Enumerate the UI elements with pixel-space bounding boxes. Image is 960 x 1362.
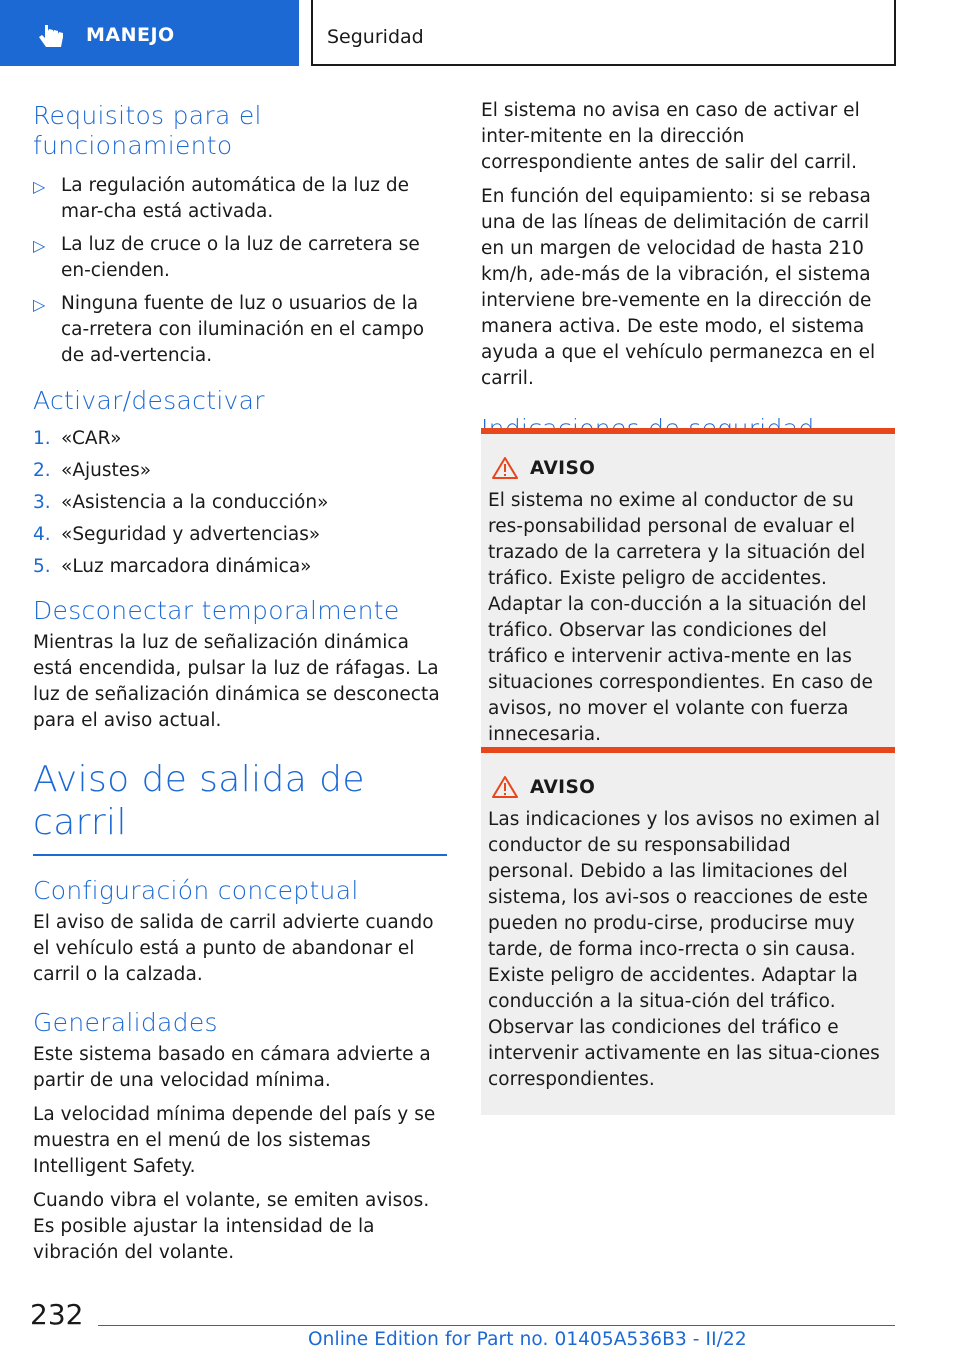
intro-text-2: En función del equipamiento: si se rebasa una de las líneas de delimitación de carril en un margen de velocidad de hasta 210 km/h, ade-más de la vibración, el sistema interviene bre-vemente en la dirección de manera activa. De este modo, el sistema ayuda a que el vehículo permanezca en el carril.	[481, 186, 876, 389]
warning-text: El sistema no exime al conductor de su res-ponsabilidad personal de evaluar el trazado de la carretera y la situación del tráfico. Existe peligro de accidentes. Adaptar la con-ducción a la situación del tráfico. Observar las condiciones del tráfico e intervenir activa-mente en las situaciones correspondientes. En caso de avisos, no mover el volante con fuerza innecesaria.	[488, 490, 873, 745]
list-item: 5. «Luz marcadora dinámica»	[33, 556, 312, 577]
right-column	[481, 96, 895, 444]
general-heading: Generalidades	[33, 1008, 218, 1038]
disconnect-heading: Desconectar temporalmente	[33, 596, 400, 625]
triangle-bullet-icon: ▷	[33, 295, 46, 314]
general-text-3: Cuando vibra el volante, se emiten avisos. Es posible ajustar la intensidad de la vibración del volante.	[33, 1190, 430, 1264]
list-item: 4. «Seguridad y advertencias»	[33, 524, 321, 545]
triangle-bullet-icon: ▷	[33, 177, 46, 196]
general-text-1: Este sistema basado en cámara advierte a partir de una velocidad mínima.	[33, 1044, 431, 1092]
general-text-2: La velocidad mínima depende del país y se muestra en el menú de los sistemas Intelligent Safety.	[33, 1104, 436, 1178]
warning-triangle-icon	[492, 775, 518, 799]
hand-icon	[36, 22, 66, 52]
section-divider	[33, 854, 447, 856]
page-number: 232	[30, 1298, 84, 1331]
main-section-heading: Aviso de salida de carril	[33, 759, 365, 844]
list-item: ▷ La luz de cruce o la luz de carretera se en-cienden.	[33, 234, 420, 281]
requirements-heading: Requisitos para el funcionamiento	[33, 101, 262, 160]
topic-label: Seguridad	[327, 26, 424, 48]
section-tab	[0, 0, 299, 66]
activate-steps	[33, 426, 447, 580]
warning-box-2	[481, 747, 895, 1115]
topic-header	[311, 0, 896, 66]
requirements-list	[33, 173, 447, 369]
left-column	[33, 96, 447, 1266]
warning-title	[492, 456, 881, 480]
list-item: 3. «Asistencia a la conducción»	[33, 492, 329, 513]
intro-text-1: El sistema no avisa en caso de activar el inter-mitente en la dirección correspondiente antes de salir del carril.	[481, 100, 860, 173]
warning-title-text: AVISO	[530, 776, 596, 798]
warning-box-1	[481, 428, 895, 770]
disconnect-text: Mientras la luz de señalización dinámica está encendida, pulsar la luz de ráfagas. La luz de señalización dinámica se desconecta para el aviso actual.	[33, 632, 440, 731]
warning-text: Las indicaciones y los avisos no eximen al conductor de su responsabilidad personal. Debido a las limitaciones del sistema, los avi-sos o reacciones de este pueden no produ-cirse, producirse muy tarde, de forma inco-rrecta o sin causa. Existe peligro de accidentes. Adaptar la conducción a la situa-ción del tráfico. Observar las condiciones del tráfico e intervenir activamente en las situa-ciones correspondientes.	[488, 809, 881, 1090]
concept-heading: Configuración conceptual	[33, 876, 359, 906]
list-item: ▷ Ninguna fuente de luz o usuarios de la ca-rretera con iluminación en el campo de ad-vertencia.	[33, 293, 425, 366]
section-label: MANEJO	[86, 24, 175, 46]
warning-title-text: AVISO	[530, 457, 596, 479]
list-item: 1. «CAR»	[33, 428, 122, 449]
list-item: ▷ La regulación automática de la luz de mar-cha está activada.	[33, 175, 410, 222]
warning-title	[492, 775, 881, 799]
triangle-bullet-icon: ▷	[33, 236, 46, 255]
edition-text: Online Edition for Part no. 01405A536B3 - II/22	[308, 1329, 747, 1350]
list-item: 2. «Ajustes»	[33, 460, 152, 481]
concept-text: El aviso de salida de carril advierte cuando el vehículo está a punto de abandonar el carril o la calzada.	[33, 912, 434, 986]
activate-heading: Activar/desactivar	[33, 386, 265, 415]
footer-divider	[98, 1325, 895, 1326]
warning-triangle-icon	[492, 456, 518, 480]
